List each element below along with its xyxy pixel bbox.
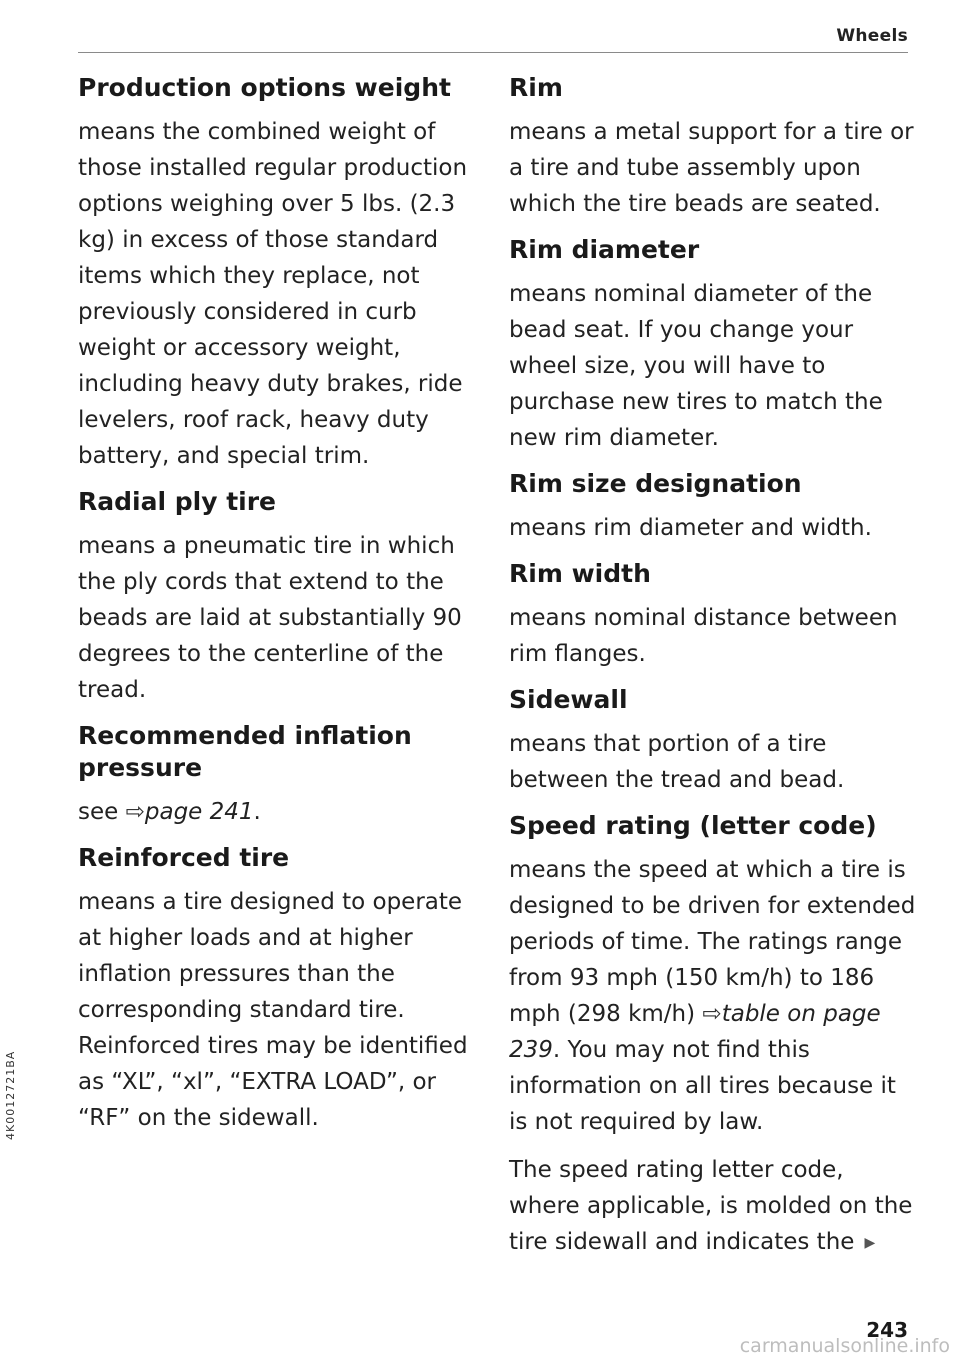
definition-production-options-weight: means the combined weight of those installed regular production options weighing over 5 lbs. (2.3 kg) in excess of those standard items which they replace, not previously considered in curb weight or accessory weight, including heavy duty brakes, ride levelers, roof rack, heavy duty battery, and special trim. xyxy=(78,119,468,469)
speed-rating-letter-code-paragraph xyxy=(509,1152,919,1261)
definition-rim-diameter: means nominal diameter of the bead seat. If you change your wheel size, you will have to purchase new tires to match the new rim diameter. xyxy=(509,281,883,451)
continue-arrow-icon: ▶ xyxy=(864,1234,876,1251)
header-divider xyxy=(78,52,908,53)
term-rim: Rim xyxy=(509,73,563,102)
document-code: 4K0012721BA xyxy=(4,1050,17,1140)
term-production-options-weight: Production options weight xyxy=(78,73,451,102)
term-sidewall: Sidewall xyxy=(509,685,628,714)
xref-arrow-icon: ⇨ xyxy=(702,1001,722,1027)
term-rim-width: Rim width xyxy=(509,559,651,588)
xref-arrow-icon: ⇨ xyxy=(125,799,145,825)
definition-rim: means a metal support for a tire or a tire and tube assembly upon which the tire beads are seated. xyxy=(509,119,914,217)
speed-rating-text: means the speed at which a tire is designed to be driven for extended periods of time. The ratings range from 93 mph (150 km/h) to 186 mph (298 km/h) xyxy=(509,857,916,1027)
right-column xyxy=(509,72,919,1273)
term-recommended-inflation-pressure: Recommended inflation pressure xyxy=(78,721,412,782)
definition-radial-ply-tire: means a pneumatic tire in which the ply cords that extend to the beads are laid at substantially 90 degrees to the centerline of the tread. xyxy=(78,533,462,703)
term-reinforced-tire: Reinforced tire xyxy=(78,843,290,872)
see-label: see xyxy=(78,799,119,825)
xref-link-page-241[interactable]: page 241 xyxy=(144,799,254,825)
definition-reinforced-tire: means a tire designed to operate at higher loads and at higher inflation pressures than the corresponding standard tire. Reinforced tires may be identified as “XL”, “xl”, “EXTRA LOAD”, or “RF” on the sidewall. xyxy=(78,889,468,1131)
left-column xyxy=(78,72,488,1148)
term-speed-rating: Speed rating (letter code) xyxy=(509,811,877,840)
term-rim-diameter: Rim diameter xyxy=(509,235,700,264)
definition-rim-width: means nominal distance between rim flanges. xyxy=(509,605,898,667)
term-radial-ply-tire: Radial ply tire xyxy=(78,487,276,516)
watermark: carmanualsonline.info xyxy=(739,1335,950,1357)
term-rim-size-designation: Rim size designation xyxy=(509,469,802,498)
letter-code-text: The speed rating letter code, where applicable, is molded on the tire sidewall and indicates the xyxy=(509,1157,913,1255)
definition-rim-size-designation: means rim diameter and width. xyxy=(509,515,872,541)
xref-link-table-page-239[interactable]: table on page 239 xyxy=(509,1001,881,1063)
speed-rating-text-continued: . You may not find this information on all tires because it is not required by law. xyxy=(509,1037,896,1135)
definition-recommended-inflation-pressure xyxy=(78,794,488,830)
xref-end: . xyxy=(253,799,261,825)
definition-sidewall: means that portion of a tire between the tread and bead. xyxy=(509,731,845,793)
page-number: 243 xyxy=(866,1318,908,1342)
definition-speed-rating xyxy=(509,852,919,1140)
section-title: Wheels xyxy=(836,26,908,46)
